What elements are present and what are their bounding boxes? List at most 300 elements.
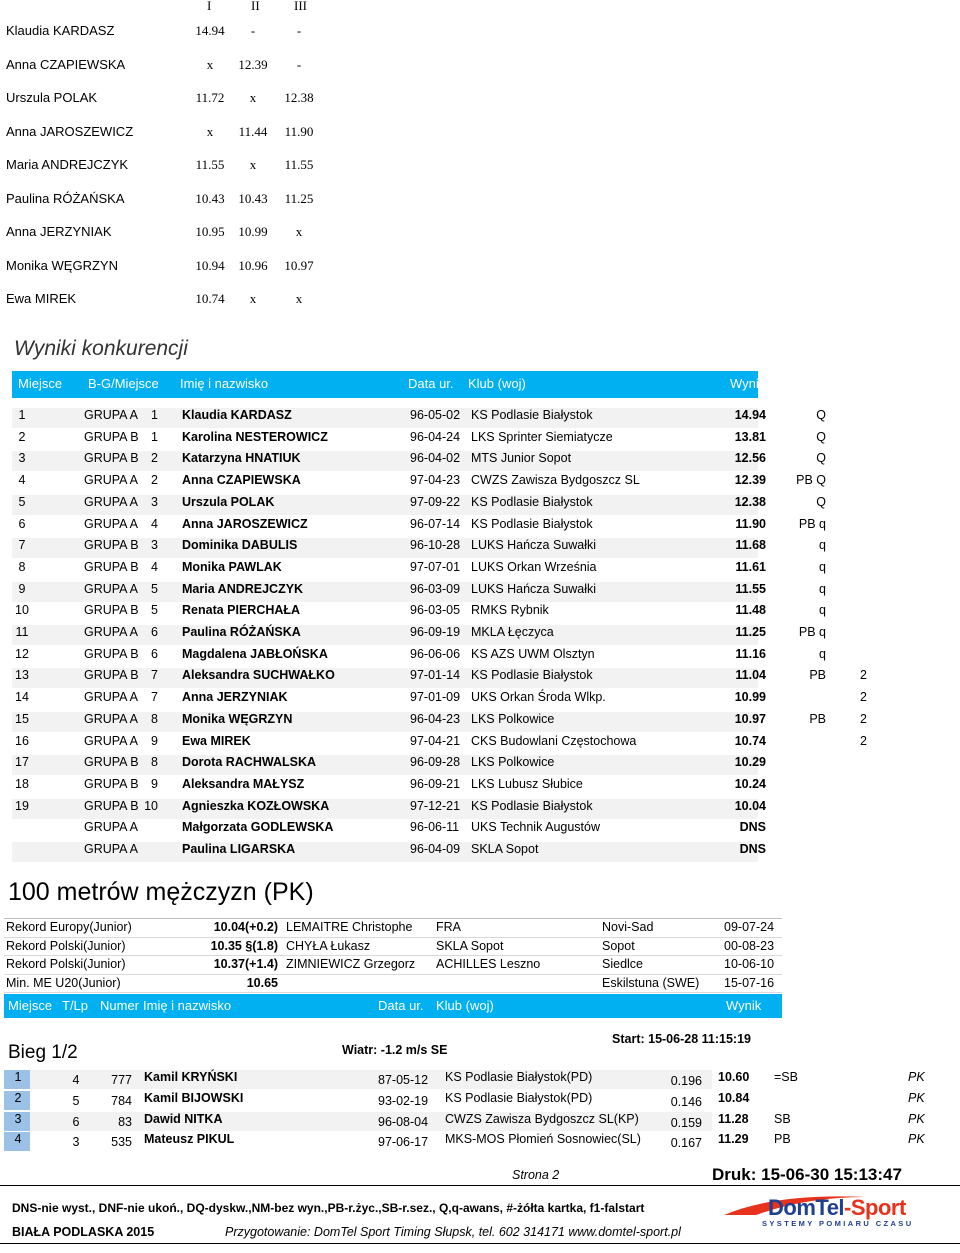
result-athlete-name: Klaudia KARDASZ bbox=[182, 408, 292, 422]
result-athlete-name: Anna CZAPIEWSKA bbox=[182, 473, 301, 488]
result-place: 5 bbox=[18, 494, 26, 509]
attempt-1: x bbox=[206, 56, 214, 72]
result-place: 7 bbox=[18, 538, 26, 553]
record-holder: LEMAITRE Christophe bbox=[286, 920, 413, 934]
heat-result: 10.84 bbox=[718, 1090, 750, 1105]
result-value: 12.38 bbox=[734, 494, 766, 509]
result-dob: 96-04-24 bbox=[410, 429, 461, 444]
result-note: q bbox=[819, 581, 826, 596]
record-label: Rekord Europy(Junior) bbox=[6, 920, 132, 934]
result-place: 13 bbox=[15, 668, 29, 683]
result-group: GRUPA B bbox=[84, 755, 139, 770]
heat-club: MKS-MOS Płomień Sosnowiec(SL) bbox=[445, 1132, 641, 1147]
result-athlete-name: Aleksandra SUCHWAŁKO bbox=[182, 668, 335, 683]
result-athlete-name: Monika PAWLAK bbox=[182, 559, 282, 574]
result-dob: 96-10-28 bbox=[410, 538, 461, 553]
heat-number: 784 bbox=[111, 1093, 132, 1108]
result-athlete-name: Maria ANDREJCZYK bbox=[182, 581, 304, 596]
attempt-2: 10.96 bbox=[238, 257, 268, 273]
result-group: GRUPA A bbox=[84, 516, 138, 531]
col-name: Imię i nazwisko bbox=[180, 376, 269, 391]
result-dob: 96-07-14 bbox=[410, 516, 461, 531]
heat-category: PK bbox=[908, 1090, 925, 1105]
result-row bbox=[0, 495, 960, 516]
result-group: GRUPA A bbox=[84, 690, 138, 705]
result-group-place: 10 bbox=[144, 798, 158, 813]
result-athlete-name: Urszula POLAK bbox=[182, 494, 275, 509]
result-athlete-name: Renata PIERCHAŁA bbox=[182, 603, 301, 618]
attempt-athlete-name: Anna CZAPIEWSKA bbox=[6, 56, 126, 72]
attempt-col-1: I bbox=[207, 0, 212, 13]
attempt-1: 14.94 bbox=[195, 23, 225, 38]
footer-divider-bottom bbox=[0, 1243, 960, 1244]
result-group: GRUPA A bbox=[84, 820, 138, 835]
result-group-place: 8 bbox=[151, 711, 158, 726]
result-athlete-name: Karolina NESTEROWICZ bbox=[182, 429, 328, 444]
result-club: SKLA Sopot bbox=[471, 842, 539, 856]
result-group-place: 9 bbox=[151, 776, 158, 791]
result-club: UKS Technik Augustów bbox=[471, 820, 601, 835]
attempt-3: 12.38 bbox=[284, 90, 314, 105]
result-club: LKS Polkowice bbox=[471, 755, 555, 770]
result-row bbox=[0, 820, 960, 841]
result-row bbox=[0, 408, 960, 429]
heat-place: 4 bbox=[14, 1132, 22, 1147]
result-note: Q bbox=[816, 451, 826, 466]
result-note: PB q bbox=[798, 516, 826, 531]
result-athlete-name: Katarzyna HNATIUK bbox=[182, 451, 301, 466]
attempt-athlete-name: Monika WĘGRZYN bbox=[6, 257, 118, 273]
result-group: GRUPA A bbox=[84, 733, 138, 748]
result-row bbox=[0, 647, 960, 668]
result-place: 17 bbox=[15, 755, 29, 770]
result-group-place: 6 bbox=[151, 625, 158, 639]
attempt-3: x bbox=[295, 224, 303, 239]
result-value: 10.97 bbox=[734, 711, 766, 726]
result-group: GRUPA B bbox=[84, 668, 139, 683]
result-row bbox=[0, 603, 960, 624]
attempt-3: 10.97 bbox=[284, 257, 314, 273]
record-holder: ZIMNIEWICZ Grzegorz bbox=[286, 957, 416, 971]
heat-dob: 93-02-19 bbox=[378, 1093, 429, 1108]
records-table bbox=[4, 918, 782, 993]
heat-row bbox=[0, 1132, 960, 1152]
result-dob: 96-04-23 bbox=[410, 711, 461, 726]
print-date: Druk: 15-06-30 15:13:47 bbox=[712, 1165, 902, 1184]
result-place: 3 bbox=[18, 451, 26, 466]
heat-lane: 5 bbox=[72, 1093, 80, 1108]
result-row bbox=[0, 734, 960, 755]
record-place: Siedlce bbox=[602, 957, 643, 971]
result-dob: 97-07-01 bbox=[410, 559, 461, 574]
result-row bbox=[0, 712, 960, 733]
heat-col-club: Klub (woj) bbox=[436, 998, 494, 1013]
attempt-1: 11.72 bbox=[195, 90, 225, 105]
result-group-place: 3 bbox=[151, 494, 158, 509]
attempt-row bbox=[0, 157, 330, 177]
attempt-2: 12.39 bbox=[238, 56, 268, 72]
domtel-logo bbox=[716, 1191, 946, 1229]
result-place: 10 bbox=[15, 603, 29, 618]
heat-lane: 3 bbox=[72, 1135, 80, 1150]
attempt-1: 10.95 bbox=[195, 224, 225, 239]
result-group-place: 6 bbox=[151, 646, 158, 661]
attempt-row bbox=[0, 258, 330, 278]
attempt-3: x bbox=[295, 291, 303, 306]
result-group-place: 5 bbox=[151, 581, 158, 596]
attempt-athlete-name: Anna JAROSZEWICZ bbox=[6, 123, 134, 139]
record-place: Novi-Sad bbox=[602, 920, 654, 934]
result-value: 11.48 bbox=[735, 603, 766, 618]
result-athlete-name: Ewa MIREK bbox=[182, 733, 251, 748]
result-extra: 2 bbox=[860, 733, 867, 748]
attempt-athlete-name: Maria ANDREJCZYK bbox=[6, 157, 129, 172]
attempt-row bbox=[0, 90, 330, 110]
result-place: 1 bbox=[18, 408, 26, 422]
result-group-place: 5 bbox=[151, 603, 158, 618]
attempt-2: x bbox=[249, 157, 257, 172]
result-group: GRUPA A bbox=[84, 494, 138, 509]
record-value: 10.37(+1.4) bbox=[213, 957, 278, 971]
heat-dob: 97-06-17 bbox=[378, 1135, 429, 1150]
heat-place: 3 bbox=[14, 1111, 22, 1126]
result-athlete-name: Anna JERZYNIAK bbox=[182, 690, 288, 705]
result-group: GRUPA B bbox=[84, 538, 139, 553]
result-row bbox=[0, 517, 960, 538]
result-value: 11.90 bbox=[735, 516, 766, 531]
logo-text-b: -Sport bbox=[844, 1195, 906, 1220]
heat-result: 10.60 bbox=[718, 1070, 750, 1084]
result-group: GRUPA B bbox=[84, 776, 139, 791]
result-note: PB bbox=[809, 668, 826, 683]
result-row bbox=[0, 755, 960, 776]
attempt-3: 11.25 bbox=[284, 190, 314, 206]
attempt-1: 10.74 bbox=[195, 291, 225, 306]
col-club: Klub (woj) bbox=[468, 376, 526, 391]
heat-reaction: 0.159 bbox=[670, 1115, 702, 1130]
result-value: 14.94 bbox=[734, 408, 766, 422]
result-athlete-name: Paulina LIGARSKA bbox=[182, 842, 296, 856]
result-value: 10.99 bbox=[734, 690, 766, 705]
record-value: 10.35 §(1.8) bbox=[210, 938, 278, 953]
result-club: MKLA Łęczyca bbox=[471, 625, 554, 639]
heat-reaction: 0.167 bbox=[670, 1136, 702, 1151]
heat-place: 2 bbox=[14, 1090, 22, 1105]
result-club: CKS Budowlani Częstochowa bbox=[471, 733, 637, 748]
attempt-1: 11.55 bbox=[195, 157, 225, 172]
result-club: LKS Polkowice bbox=[471, 711, 555, 726]
heat-athlete-name: Dawid NITKA bbox=[144, 1111, 223, 1126]
heat-result: 11.28 bbox=[718, 1111, 749, 1126]
heat-row bbox=[0, 1070, 960, 1090]
attempt-3: - bbox=[296, 56, 302, 72]
col-result: Wynik bbox=[730, 376, 766, 391]
attempt-2: 11.44 bbox=[238, 123, 268, 139]
record-holder: CHYŁA Łukasz bbox=[286, 938, 371, 953]
result-extra: 2 bbox=[860, 690, 867, 705]
attempt-row bbox=[0, 57, 330, 77]
result-club: MTS Junior Sopot bbox=[471, 451, 572, 466]
result-dob: 96-05-02 bbox=[410, 408, 461, 422]
result-club: LKS Lubusz Słubice bbox=[471, 776, 583, 791]
result-place: 14 bbox=[15, 690, 29, 705]
attempt-athlete-name: Urszula POLAK bbox=[6, 90, 98, 105]
col-group: B-G/Miejsce bbox=[88, 376, 159, 391]
result-place: 18 bbox=[15, 776, 29, 791]
result-athlete-name: Magdalena JABŁOŃSKA bbox=[182, 646, 328, 661]
attempt-3: 11.90 bbox=[284, 123, 314, 139]
heat-place: 1 bbox=[14, 1070, 22, 1084]
result-dob: 96-06-11 bbox=[410, 820, 460, 835]
heat-dob: 87-05-12 bbox=[378, 1073, 429, 1087]
result-group: GRUPA B bbox=[84, 603, 139, 618]
attempt-row bbox=[0, 124, 330, 144]
result-club: KS Podlasie Białystok bbox=[471, 516, 593, 531]
result-row bbox=[0, 538, 960, 559]
result-club: LUKS Hańcza Suwałki bbox=[471, 581, 597, 596]
attempt-athlete-name: Klaudia KARDASZ bbox=[6, 23, 115, 38]
logo-text-a: DomTel bbox=[768, 1195, 845, 1220]
result-dob: 96-03-09 bbox=[410, 581, 461, 596]
result-value: 12.56 bbox=[734, 451, 766, 466]
result-group: GRUPA B bbox=[84, 451, 139, 466]
result-value: 13.81 bbox=[734, 429, 766, 444]
result-group-place: 4 bbox=[151, 559, 158, 574]
heat-reaction: 0.146 bbox=[670, 1094, 702, 1109]
heat-lane: 4 bbox=[72, 1073, 80, 1087]
record-date: 15-07-16 bbox=[724, 975, 775, 990]
result-athlete-name: Monika WĘGRZYN bbox=[182, 711, 293, 726]
heat-athlete-name: Mateusz PIKUL bbox=[144, 1132, 235, 1147]
result-group: GRUPA A bbox=[84, 408, 138, 422]
result-place: 2 bbox=[18, 429, 26, 444]
result-place: 8 bbox=[18, 559, 26, 574]
attempt-1: 10.43 bbox=[195, 190, 225, 206]
attempt-2: x bbox=[249, 90, 257, 105]
attempt-2: 10.99 bbox=[238, 224, 268, 239]
result-place: 16 bbox=[15, 733, 29, 748]
result-athlete-name: Paulina RÓŻAŃSKA bbox=[182, 625, 301, 639]
result-group-place: 4 bbox=[151, 516, 158, 531]
page-number: Strona 2 bbox=[512, 1168, 560, 1182]
result-value: DNS bbox=[739, 842, 766, 856]
heat-col-number: Numer bbox=[100, 998, 140, 1013]
result-row bbox=[0, 690, 960, 711]
record-date: 00-08-23 bbox=[724, 938, 775, 953]
results-header-bar bbox=[12, 371, 766, 398]
record-date: 09-07-24 bbox=[724, 920, 775, 934]
result-club: LUKS Hańcza Suwałki bbox=[471, 538, 597, 553]
result-group-place: 3 bbox=[151, 538, 158, 553]
heat-category: PK bbox=[908, 1070, 925, 1084]
result-row bbox=[0, 777, 960, 798]
result-place: 15 bbox=[15, 711, 29, 726]
result-note: q bbox=[819, 646, 826, 661]
result-dob: 97-09-22 bbox=[410, 494, 461, 509]
heat-club: KS Podlasie Białystok(PD) bbox=[445, 1070, 593, 1084]
record-label: Min. ME U20(Junior) bbox=[6, 975, 121, 990]
result-group-place: 9 bbox=[151, 733, 158, 748]
heat-note: PB bbox=[774, 1132, 791, 1147]
result-dob: 96-09-28 bbox=[410, 755, 461, 770]
result-group: GRUPA B bbox=[84, 559, 139, 574]
heat-club: KS Podlasie Białystok(PD) bbox=[445, 1090, 593, 1105]
credit: Przygotowanie: DomTel Sport Timing Słupsk, tel. 602 314171 www.domtel-sport.pl bbox=[225, 1225, 681, 1239]
result-group: GRUPA B bbox=[84, 429, 139, 444]
attempt-2: x bbox=[249, 291, 257, 306]
result-place: 9 bbox=[18, 581, 26, 596]
result-place: 6 bbox=[18, 516, 26, 531]
result-value: DNS bbox=[739, 820, 766, 835]
result-value: 10.74 bbox=[734, 733, 766, 748]
result-dob: 96-06-06 bbox=[410, 646, 461, 661]
record-row bbox=[4, 975, 782, 994]
result-club: RMKS Rybnik bbox=[471, 603, 549, 618]
result-note: PB bbox=[809, 711, 826, 726]
heat-lane: 6 bbox=[72, 1114, 80, 1129]
heat-club: CWZS Zawisza Bydgoszcz SL(KP) bbox=[445, 1111, 639, 1126]
result-club: LUKS Orkan Września bbox=[471, 559, 597, 574]
attempt-row bbox=[0, 23, 330, 43]
heat-start: Start: 15-06-28 11:15:19 bbox=[612, 1032, 751, 1046]
result-club: KS Podlasie Białystok bbox=[471, 408, 593, 422]
attempt-3: 11.55 bbox=[284, 157, 314, 172]
result-row bbox=[0, 430, 960, 451]
attempt-athlete-name: Anna JERZYNIAK bbox=[6, 224, 112, 239]
record-club: SKLA Sopot bbox=[436, 938, 504, 953]
result-group-place: 2 bbox=[151, 451, 158, 466]
heat-dob: 96-08-04 bbox=[378, 1114, 429, 1129]
heat-result: 11.29 bbox=[718, 1132, 749, 1147]
result-note: q bbox=[819, 559, 826, 574]
heat-header-bar bbox=[4, 994, 782, 1018]
results-title: Wyniki konkurencji bbox=[14, 337, 188, 360]
venue: BIAŁA PODLASKA 2015 bbox=[12, 1225, 155, 1239]
result-group-place: 8 bbox=[151, 755, 158, 770]
result-note: Q bbox=[816, 429, 826, 444]
result-row bbox=[0, 625, 960, 646]
result-dob: 96-04-09 bbox=[410, 842, 461, 856]
result-group-place: 1 bbox=[151, 429, 158, 444]
result-athlete-name: Dominika DABULIS bbox=[182, 538, 298, 553]
result-club: KS Podlasie Białystok bbox=[471, 668, 593, 683]
result-value: 10.04 bbox=[734, 798, 766, 813]
heat-athlete-name: Kamil KRYŃSKI bbox=[144, 1070, 238, 1084]
attempt-1: x bbox=[206, 123, 214, 139]
result-group: GRUPA A bbox=[84, 625, 138, 639]
result-note: q bbox=[819, 603, 826, 618]
col-dob: Data ur. bbox=[408, 376, 454, 391]
record-row bbox=[4, 956, 782, 975]
result-row bbox=[0, 668, 960, 689]
heat-row bbox=[0, 1112, 960, 1132]
record-club: FRA bbox=[436, 920, 461, 934]
attempt-row bbox=[0, 291, 330, 311]
result-group-place: 2 bbox=[151, 473, 158, 488]
record-label: Rekord Polski(Junior) bbox=[6, 957, 126, 971]
result-value: 11.04 bbox=[735, 668, 766, 683]
footer-divider-top bbox=[0, 1185, 960, 1186]
result-athlete-name: Małgorzata GODLEWSKA bbox=[182, 820, 334, 835]
result-extra: 2 bbox=[860, 668, 867, 683]
result-value: 11.61 bbox=[735, 559, 766, 574]
logo-subtitle: SYSTEMY POMIARU CZASU bbox=[762, 1219, 914, 1228]
result-dob: 96-03-05 bbox=[410, 603, 461, 618]
heat-title: Bieg 1/2 bbox=[8, 1042, 78, 1063]
attempt-2: 10.43 bbox=[238, 190, 268, 206]
result-club: KS AZS UWM Olsztyn bbox=[471, 646, 595, 661]
result-value: 10.29 bbox=[734, 755, 766, 770]
record-place: Sopot bbox=[602, 938, 635, 953]
heat-wind: Wiatr: -1.2 m/s SE bbox=[342, 1043, 448, 1057]
record-date: 10-06-10 bbox=[724, 957, 775, 971]
heat-col-result: Wynik bbox=[726, 998, 762, 1013]
result-value: 11.55 bbox=[735, 581, 766, 596]
record-club: ACHILLES Leszno bbox=[436, 957, 541, 971]
result-value: 10.24 bbox=[734, 776, 766, 791]
result-dob: 97-01-09 bbox=[410, 690, 461, 705]
attempt-row bbox=[0, 224, 330, 244]
result-place: 11 bbox=[15, 625, 29, 639]
heat-note: SB bbox=[774, 1111, 791, 1126]
attempt-athlete-name: Paulina RÓŻAŃSKA bbox=[6, 190, 125, 206]
result-group: GRUPA A bbox=[84, 842, 138, 856]
result-place: 4 bbox=[18, 473, 26, 488]
result-athlete-name: Aleksandra MAŁYSZ bbox=[182, 776, 305, 791]
record-row bbox=[4, 938, 782, 957]
result-note: Q bbox=[816, 408, 826, 422]
result-row bbox=[0, 842, 960, 863]
result-athlete-name: Dorota RACHWALSKA bbox=[182, 755, 317, 770]
result-dob: 96-04-02 bbox=[410, 451, 461, 466]
result-dob: 96-09-19 bbox=[410, 625, 461, 639]
event-title: 100 metrów mężczyzn (PK) bbox=[8, 878, 314, 906]
result-dob: 96-09-21 bbox=[410, 776, 461, 791]
result-dob: 97-01-14 bbox=[410, 668, 461, 683]
result-dob: 97-04-21 bbox=[410, 733, 461, 748]
attempt-3: - bbox=[296, 23, 302, 38]
result-dob: 97-12-21 bbox=[410, 798, 461, 813]
attempt-row bbox=[0, 191, 330, 211]
legend: DNS-nie wyst., DNF-nie ukoń., DQ-dyskw.,NM-bez wyn.,PB-r.życ.,SB-r.sez., Q,q-awans, #-żółta kartka, f1-falstart bbox=[12, 1201, 645, 1215]
result-club: LKS Sprinter Siemiatycze bbox=[471, 429, 613, 444]
result-club: UKS Orkan Środa Wlkp. bbox=[471, 690, 606, 705]
heat-col-dob: Data ur. bbox=[378, 998, 424, 1013]
result-group-place: 1 bbox=[151, 408, 158, 422]
heat-col-place: Miejsce bbox=[8, 998, 53, 1013]
attempt-col-3: III bbox=[294, 0, 307, 13]
col-place: Miejsce bbox=[18, 376, 63, 391]
result-dob: 97-04-23 bbox=[410, 473, 461, 488]
heat-col-name: Imię i nazwisko bbox=[143, 998, 232, 1013]
result-group: GRUPA A bbox=[84, 581, 138, 596]
result-note: Q bbox=[816, 494, 826, 509]
result-club: CWZS Zawisza Bydgoszcz SL bbox=[471, 473, 640, 488]
record-row bbox=[4, 919, 782, 938]
record-place: Eskilstuna (SWE) bbox=[602, 975, 700, 990]
result-group: GRUPA A bbox=[84, 473, 138, 488]
result-place: 12 bbox=[15, 646, 29, 661]
heat-number: 83 bbox=[118, 1114, 132, 1129]
result-note: PB q bbox=[798, 625, 826, 639]
result-place: 19 bbox=[15, 798, 29, 813]
attempt-athlete-name: Ewa MIREK bbox=[6, 291, 77, 306]
heat-number: 777 bbox=[111, 1073, 132, 1087]
result-value: 11.16 bbox=[735, 646, 766, 661]
heat-category: PK bbox=[908, 1111, 925, 1126]
result-group: GRUPA A bbox=[84, 711, 138, 726]
result-row bbox=[0, 799, 960, 820]
